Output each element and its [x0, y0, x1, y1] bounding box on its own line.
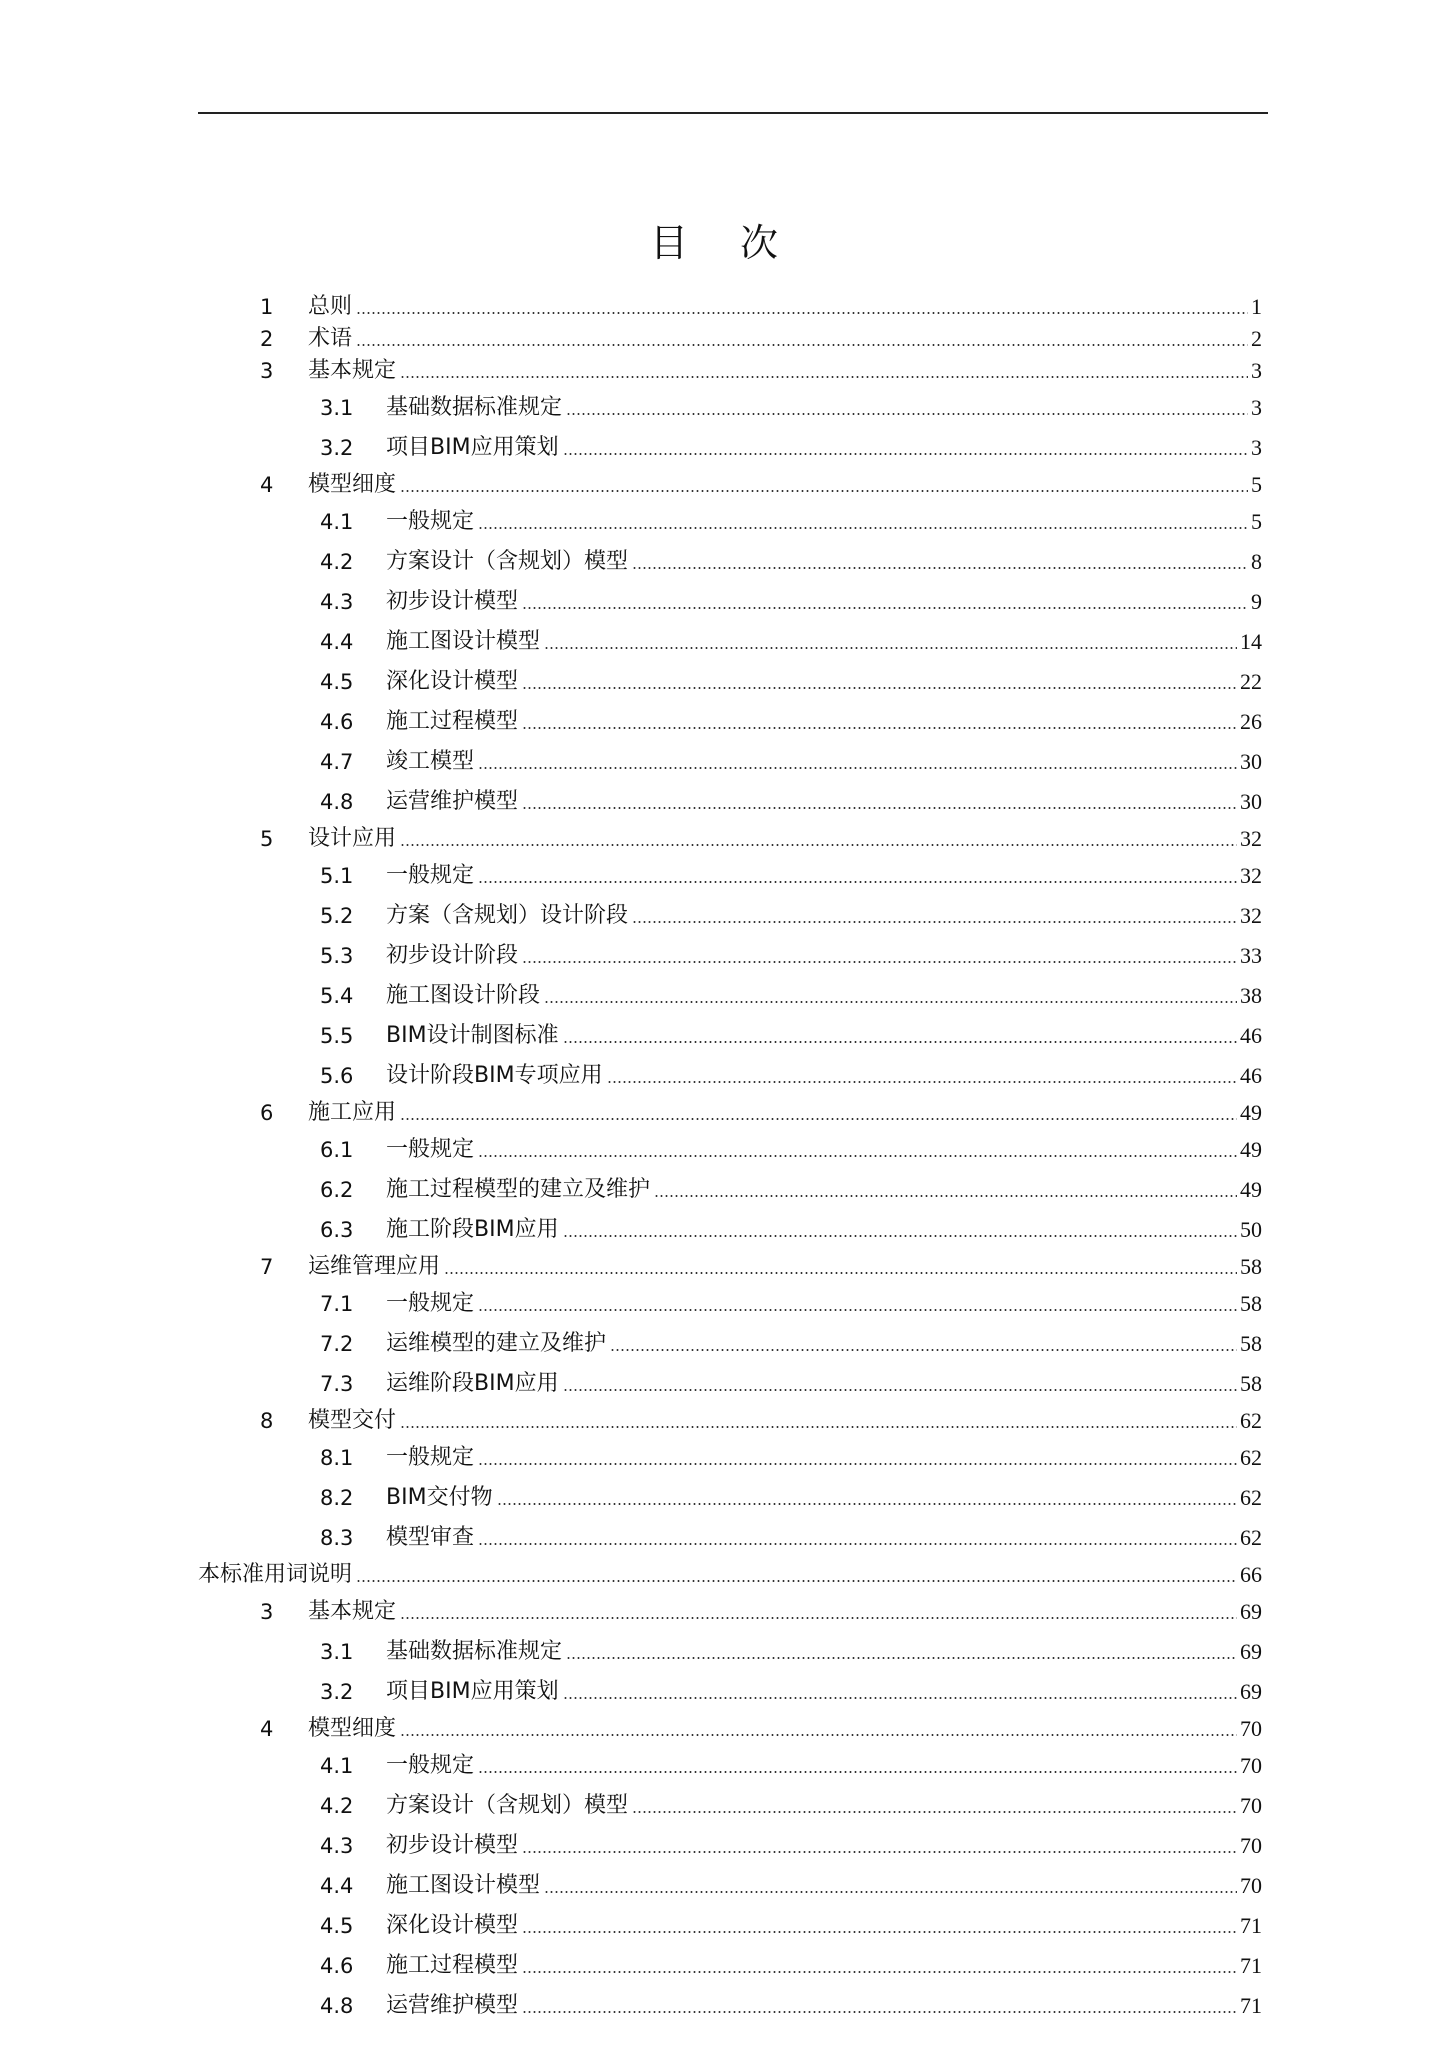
- toc-entry-page-number: 5: [1251, 509, 1262, 534]
- toc-entry-number: 8.3: [320, 1526, 354, 1550]
- toc-chapter-entry[interactable]: [198, 468, 1262, 498]
- toc-entry-number: 7.2: [320, 1332, 354, 1356]
- toc-dot-leader: [400, 844, 1237, 846]
- toc-entry-number: 5.3: [320, 944, 354, 968]
- toc-entry-page-number: 3: [1251, 435, 1262, 460]
- toc-dot-leader: [632, 1811, 1237, 1813]
- toc-entry-number: 5: [260, 827, 274, 851]
- toc-entry-page-number: 26: [1240, 709, 1262, 734]
- toc-dot-leader: [607, 1081, 1237, 1083]
- toc-entry-number: 3.1: [320, 396, 354, 420]
- toc-entry-label: 方案设计（含规划）模型: [386, 1793, 629, 1818]
- toc-section-entry[interactable]: [198, 1481, 1262, 1511]
- toc-entry-label: 基本规定: [308, 1599, 397, 1624]
- toc-entry-label: 一般规定: [386, 863, 475, 888]
- toc-entry-label: 初步设计模型: [386, 589, 519, 614]
- toc-dot-leader: [356, 1580, 1237, 1582]
- toc-dot-leader: [610, 1349, 1237, 1351]
- toc-entry-label: 运维管理应用: [308, 1254, 441, 1279]
- toc-entry-label: 本标准用词说明: [198, 1562, 353, 1587]
- toc-entry-label: 运营维护模型: [386, 1993, 519, 2018]
- toc-entry-label: 基础数据标准规定: [386, 1639, 563, 1664]
- toc-section-entry[interactable]: [198, 705, 1262, 735]
- toc-entry-number: 6.1: [320, 1138, 354, 1162]
- toc-entry-page-number: 62: [1240, 1485, 1262, 1510]
- toc-entry-page-number: 2: [1251, 326, 1262, 351]
- toc-dot-leader: [478, 1309, 1237, 1311]
- toc-appendix-entry[interactable]: [198, 1558, 1262, 1588]
- toc-entry-number: 4: [260, 473, 274, 497]
- toc-section-entry[interactable]: [198, 1675, 1262, 1705]
- toc-entry-label: 竣工模型: [386, 749, 475, 774]
- toc-entry-label: 一般规定: [386, 1137, 475, 1162]
- toc-dot-leader: [563, 1389, 1237, 1391]
- toc-section-entry[interactable]: [198, 1327, 1262, 1357]
- toc-dot-leader: [522, 807, 1237, 809]
- toc-entry-label: 施工图设计模型: [386, 1873, 541, 1898]
- toc-section-entry[interactable]: [198, 1749, 1262, 1779]
- toc-dot-leader: [400, 1118, 1237, 1120]
- toc-dot-leader: [522, 727, 1237, 729]
- toc-entry-number: 4.4: [320, 1874, 354, 1898]
- toc-dot-leader: [566, 1657, 1237, 1659]
- toc-dot-leader: [478, 881, 1237, 883]
- toc-section-entry[interactable]: [198, 899, 1262, 929]
- toc-entry-page-number: 71: [1240, 1993, 1262, 2018]
- toc-section-entry[interactable]: [198, 1989, 1262, 2019]
- toc-section-entry[interactable]: [198, 545, 1262, 575]
- toc-entry-label: 模型细度: [308, 1716, 397, 1741]
- toc-entry-label: 一般规定: [386, 1291, 475, 1316]
- toc-entry-number: 7: [260, 1255, 274, 1279]
- toc-entry-number: 5.1: [320, 864, 354, 888]
- toc-entry-page-number: 5: [1251, 472, 1262, 497]
- toc-entry-number: 4.2: [320, 550, 354, 574]
- toc-dot-leader: [400, 1734, 1237, 1736]
- toc-dot-leader: [400, 1617, 1237, 1619]
- toc-chapter-entry[interactable]: [198, 822, 1262, 852]
- toc-entry-page-number: 58: [1240, 1291, 1262, 1316]
- toc-section-entry[interactable]: [198, 1059, 1262, 1089]
- toc-chapter-entry[interactable]: [198, 1712, 1262, 1742]
- toc-entry-page-number: 14: [1240, 629, 1262, 654]
- toc-entry-label: 基本规定: [308, 358, 397, 383]
- toc-chapter-entry[interactable]: [198, 1096, 1262, 1126]
- toc-dot-leader: [522, 607, 1248, 609]
- toc-dot-leader: [566, 413, 1248, 415]
- toc-dot-leader: [356, 312, 1248, 314]
- toc-entry-label: 初步设计阶段: [386, 943, 519, 968]
- toc-section-entry[interactable]: [198, 1367, 1262, 1397]
- toc-entry-label: 运维阶段BIM应用: [386, 1371, 559, 1396]
- toc-entry-label: 施工过程模型: [386, 709, 519, 734]
- toc-section-entry[interactable]: [198, 859, 1262, 889]
- toc-section-entry[interactable]: [198, 1173, 1262, 1203]
- toc-entry-number: 5.5: [320, 1024, 354, 1048]
- toc-section-entry[interactable]: [198, 1789, 1262, 1819]
- toc-entry-page-number: 30: [1240, 749, 1262, 774]
- toc-dot-leader: [654, 1195, 1237, 1197]
- toc-entry-label: 施工过程模型: [386, 1953, 519, 1978]
- toc-section-entry[interactable]: [198, 1909, 1262, 1939]
- toc-section-entry[interactable]: [198, 1521, 1262, 1551]
- toc-entry-page-number: 8: [1251, 549, 1262, 574]
- toc-entry-number: 4.3: [320, 590, 354, 614]
- toc-entry-page-number: 49: [1240, 1100, 1262, 1125]
- toc-dot-leader: [478, 527, 1248, 529]
- toc-entry-number: 4.8: [320, 790, 354, 814]
- toc-section-entry[interactable]: [198, 939, 1262, 969]
- toc-chapter-entry[interactable]: [198, 1404, 1262, 1434]
- toc-entry-number: 8.1: [320, 1446, 354, 1470]
- toc-dot-leader: [522, 1931, 1237, 1933]
- toc-entry-number: 4.6: [320, 710, 354, 734]
- toc-dot-leader: [400, 1426, 1237, 1428]
- toc-entry-page-number: 1: [1251, 294, 1262, 319]
- toc-entry-label: 深化设计模型: [386, 669, 519, 694]
- toc-dot-leader: [522, 1851, 1237, 1853]
- toc-dot-leader: [522, 1971, 1237, 1973]
- toc-section-entry[interactable]: [198, 979, 1262, 1009]
- toc-entry-page-number: 69: [1240, 1679, 1262, 1704]
- toc-dot-leader: [544, 647, 1237, 649]
- toc-entry-page-number: 62: [1240, 1525, 1262, 1550]
- toc-dot-leader: [522, 2011, 1237, 2013]
- toc-dot-leader: [478, 767, 1237, 769]
- toc-chapter-entry[interactable]: [198, 1250, 1262, 1280]
- toc-entry-page-number: 69: [1240, 1639, 1262, 1664]
- toc-section-entry[interactable]: [198, 1019, 1262, 1049]
- toc-entry-label: 一般规定: [386, 1753, 475, 1778]
- toc-entry-number: 4.2: [320, 1794, 354, 1818]
- toc-section-entry[interactable]: [198, 785, 1262, 815]
- toc-entry-label: 总则: [308, 294, 353, 319]
- toc-entry-page-number: 49: [1240, 1137, 1262, 1162]
- toc-section-entry[interactable]: [198, 1441, 1262, 1471]
- toc-dot-leader: [478, 1543, 1237, 1545]
- toc-entry-label: 基础数据标准规定: [386, 395, 563, 420]
- toc-entry-number: 8: [260, 1409, 274, 1433]
- toc-chapter-entry[interactable]: [198, 1595, 1262, 1625]
- toc-entry-page-number: 3: [1251, 395, 1262, 420]
- toc-entry-label: 方案设计（含规划）模型: [386, 549, 629, 574]
- toc-chapter-entry[interactable]: [198, 290, 1262, 320]
- toc-section-entry[interactable]: [198, 625, 1262, 655]
- toc-section-entry[interactable]: [198, 745, 1262, 775]
- toc-section-entry[interactable]: [198, 1213, 1262, 1243]
- toc-entry-page-number: 58: [1240, 1254, 1262, 1279]
- toc-chapter-entry[interactable]: [198, 322, 1262, 352]
- toc-entry-label: 初步设计模型: [386, 1833, 519, 1858]
- toc-dot-leader: [522, 961, 1237, 963]
- toc-dot-leader: [632, 567, 1248, 569]
- toc-entry-page-number: 32: [1240, 863, 1262, 888]
- toc-dot-leader: [632, 921, 1237, 923]
- toc-section-entry[interactable]: [198, 1635, 1262, 1665]
- toc-entry-number: 7.1: [320, 1292, 354, 1316]
- toc-entry-number: 5.6: [320, 1064, 354, 1088]
- toc-entry-number: 4.1: [320, 510, 354, 534]
- toc-entry-page-number: 70: [1240, 1833, 1262, 1858]
- toc-entry-label: 施工过程模型的建立及维护: [386, 1177, 651, 1202]
- toc-entry-label: 术语: [308, 326, 353, 351]
- toc-dot-leader: [563, 1697, 1237, 1699]
- toc-entry-page-number: 62: [1240, 1445, 1262, 1470]
- toc-entry-label: 运维模型的建立及维护: [386, 1331, 607, 1356]
- toc-entry-label: 项目BIM应用策划: [386, 435, 559, 460]
- toc-entry-page-number: 49: [1240, 1177, 1262, 1202]
- toc-dot-leader: [356, 344, 1248, 346]
- toc-entry-number: 4.4: [320, 630, 354, 654]
- toc-entry-page-number: 33: [1240, 943, 1262, 968]
- toc-entry-number: 4: [260, 1717, 274, 1741]
- toc-entry-number: 3: [260, 359, 274, 383]
- toc-entry-page-number: 62: [1240, 1408, 1262, 1433]
- toc-section-entry[interactable]: [198, 1949, 1262, 1979]
- toc-entry-page-number: 71: [1240, 1953, 1262, 1978]
- toc-entry-label: 一般规定: [386, 509, 475, 534]
- toc-entry-number: 6.2: [320, 1178, 354, 1202]
- toc-section-entry[interactable]: [198, 1133, 1262, 1163]
- toc-section-entry[interactable]: [198, 431, 1262, 461]
- toc-section-entry[interactable]: [198, 1829, 1262, 1859]
- toc-entry-label: 一般规定: [386, 1445, 475, 1470]
- toc-entry-page-number: 30: [1240, 789, 1262, 814]
- toc-section-entry[interactable]: [198, 1287, 1262, 1317]
- toc-entry-number: 4.1: [320, 1754, 354, 1778]
- toc-entry-page-number: 66: [1240, 1562, 1262, 1587]
- toc-entry-number: 3.2: [320, 436, 354, 460]
- toc-entry-page-number: 38: [1240, 983, 1262, 1008]
- toc-entry-label: 方案（含规划）设计阶段: [386, 903, 629, 928]
- toc-entry-number: 1: [260, 295, 274, 319]
- toc-entry-page-number: 32: [1240, 826, 1262, 851]
- toc-dot-leader: [522, 687, 1237, 689]
- toc-dot-leader: [563, 453, 1248, 455]
- toc-entry-label: 运营维护模型: [386, 789, 519, 814]
- page-title: 目 次: [649, 221, 799, 265]
- toc-entry-page-number: 32: [1240, 903, 1262, 928]
- toc-entry-number: 5.2: [320, 904, 354, 928]
- toc-entry-label: 施工图设计阶段: [386, 983, 541, 1008]
- toc-entry-page-number: 70: [1240, 1753, 1262, 1778]
- toc-entry-label: 模型细度: [308, 472, 397, 497]
- toc-entry-number: 3.1: [320, 1640, 354, 1664]
- toc-entry-number: 3: [260, 1600, 274, 1624]
- toc-dot-leader: [563, 1235, 1237, 1237]
- toc-dot-leader: [478, 1463, 1237, 1465]
- toc-chapter-entry[interactable]: [198, 354, 1262, 384]
- toc-entry-label: 施工图设计模型: [386, 629, 541, 654]
- toc-entry-label: BIM设计制图标准: [386, 1023, 559, 1048]
- toc-section-entry[interactable]: [198, 1869, 1262, 1899]
- toc-entry-label: 模型审查: [386, 1525, 475, 1550]
- toc-entry-number: 7.3: [320, 1372, 354, 1396]
- toc-entry-label: 深化设计模型: [386, 1913, 519, 1938]
- toc-entry-label: 模型交付: [308, 1408, 397, 1433]
- toc-entry-label: 项目BIM应用策划: [386, 1679, 559, 1704]
- toc-entry-page-number: 46: [1240, 1063, 1262, 1088]
- toc-entry-number: 4.8: [320, 1994, 354, 2018]
- toc-entry-number: 4.3: [320, 1834, 354, 1858]
- toc-entry-number: 6.3: [320, 1218, 354, 1242]
- toc-entry-number: 2: [260, 327, 274, 351]
- toc-dot-leader: [544, 1891, 1237, 1893]
- toc-entry-number: 3.2: [320, 1680, 354, 1704]
- toc-entry-label: 施工阶段BIM应用: [386, 1217, 559, 1242]
- toc-entry-page-number: 9: [1251, 589, 1262, 614]
- toc-entry-number: 6: [260, 1101, 274, 1125]
- toc-entry-page-number: 50: [1240, 1217, 1262, 1242]
- toc-section-entry[interactable]: [198, 665, 1262, 695]
- toc-dot-leader: [478, 1771, 1237, 1773]
- toc-entry-label: BIM交付物: [386, 1485, 493, 1510]
- toc-entry-page-number: 46: [1240, 1023, 1262, 1048]
- toc-entry-label: 设计应用: [308, 826, 397, 851]
- toc-section-entry[interactable]: [198, 391, 1262, 421]
- toc-dot-leader: [444, 1272, 1237, 1274]
- toc-entry-page-number: 58: [1240, 1371, 1262, 1396]
- toc-entry-number: 4.5: [320, 1914, 354, 1938]
- toc-dot-leader: [544, 1001, 1237, 1003]
- toc-entry-page-number: 71: [1240, 1913, 1262, 1938]
- toc-dot-leader: [478, 1155, 1237, 1157]
- toc-dot-leader: [497, 1503, 1237, 1505]
- header-rule: [198, 112, 1268, 114]
- toc-entry-page-number: 22: [1240, 669, 1262, 694]
- toc-entry-label: 施工应用: [308, 1100, 397, 1125]
- toc-entry-page-number: 70: [1240, 1793, 1262, 1818]
- toc-dot-leader: [563, 1041, 1237, 1043]
- toc-entry-number: 4.7: [320, 750, 354, 774]
- toc-entry-label: 设计阶段BIM专项应用: [386, 1063, 603, 1088]
- toc-entry-page-number: 70: [1240, 1873, 1262, 1898]
- toc-entry-page-number: 69: [1240, 1599, 1262, 1624]
- toc-entry-number: 5.4: [320, 984, 354, 1008]
- toc-entry-number: 8.2: [320, 1486, 354, 1510]
- toc-entry-number: 4.6: [320, 1954, 354, 1978]
- toc-section-entry[interactable]: [198, 585, 1262, 615]
- toc-section-entry[interactable]: [198, 505, 1262, 535]
- toc-entry-number: 4.5: [320, 670, 354, 694]
- toc-entry-page-number: 70: [1240, 1716, 1262, 1741]
- toc-entry-page-number: 3: [1251, 358, 1262, 383]
- toc-entry-page-number: 58: [1240, 1331, 1262, 1356]
- toc-dot-leader: [400, 376, 1248, 378]
- toc-dot-leader: [400, 490, 1248, 492]
